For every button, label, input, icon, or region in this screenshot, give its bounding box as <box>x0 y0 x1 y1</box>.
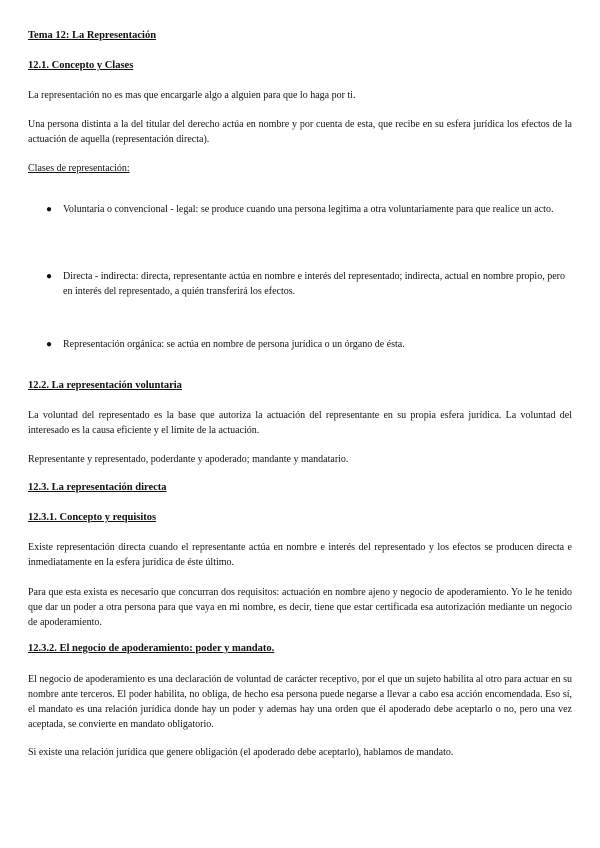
list-item <box>46 202 572 217</box>
paragraph: La representación no es mas que encargarle algo a alguien para que lo haga por ti. <box>28 90 356 101</box>
paragraph: Existe representación directa cuando el representante actúa en nombre e interés del representado y los efectos se producen directa e inmediatamente en la esfera jurídica de éste último. <box>28 542 572 568</box>
section-heading-12-3: 12.3. La representación directa <box>28 482 167 493</box>
list-item-text: Directa - indirecta: directa, representante actúa en nombre e interés del representado; indirecta, actual en nombre propio, pero en interés del representado, a quién transferirá los efectos. <box>63 271 565 297</box>
paragraph: Para que esta exista es necesario que concurran dos requisitos: actuación en nombre ajeno y negocio de apoderamiento. Yo le he tenido que dar un poder a otra persona para que vaya en mi nombre, es decir, tiene que estar certificada esa autorización mediante un negocio de apoderamiento. <box>28 587 572 628</box>
section-heading-12-2: 12.2. La representación voluntaria <box>28 380 182 391</box>
list-item-text: Voluntaria o convencional - legal: se produce cuando una persona legitima a otra voluntariamente para que realice un acto. <box>63 204 554 215</box>
bullet-icon: ● <box>46 271 53 282</box>
list-item <box>46 337 572 352</box>
document-title: Tema 12: La Representación <box>28 30 157 41</box>
bullet-icon: ● <box>46 339 53 350</box>
section-heading-12-1: 12.1. Concepto y Clases <box>28 60 134 71</box>
paragraph: Una persona distinta a la del titular del derecho actúa en nombre y por cuenta de esta, que recibe en su esfera jurídica los efectos de la actuación de aquella (representación directa). <box>28 119 572 145</box>
paragraph: Representante y representado, poderdante y apoderado; mandante y mandatario. <box>28 454 349 465</box>
paragraph: Si existe una relación jurídica que genere obligación (el apoderado debe aceptarlo), hablamos de mandato. <box>28 747 454 758</box>
paragraph: La voluntad del representado es la base que autoriza la actuación del representante en su propia esfera jurídica. La voluntad del interesado es la causa eficiente y el límite de la actuación. <box>28 410 572 436</box>
list-item-text: Representación orgánica: se actúa en nombre de persona jurídica o un órgano de ésta. <box>63 339 405 350</box>
list-item <box>46 269 572 299</box>
subsection-heading-12-3-1: 12.3.1. Concepto y requisitos <box>28 512 157 523</box>
paragraph: El negocio de apoderamiento es una declaración de voluntad de carácter receptivo, por el que un sujeto habilita al otro para actuar en su nombre ante terceros. El poder habilita, no obliga, de hecho esa persona puede negarse a llevar a cabo esa acción encomendada. Eso sí, el mandato es una relación jurídica donde hay un poder y ademas hay una orden que él apoderado debe aceptarlo o no, pero una vez aceptada, se convierte en mandato obligatorio. <box>28 674 572 730</box>
subsection-heading-12-3-2: 12.3.2. El negocio de apoderamiento: poder y mandato. <box>28 643 275 654</box>
bullet-icon: ● <box>46 204 53 215</box>
clases-label: Clases de representación: <box>28 163 130 174</box>
